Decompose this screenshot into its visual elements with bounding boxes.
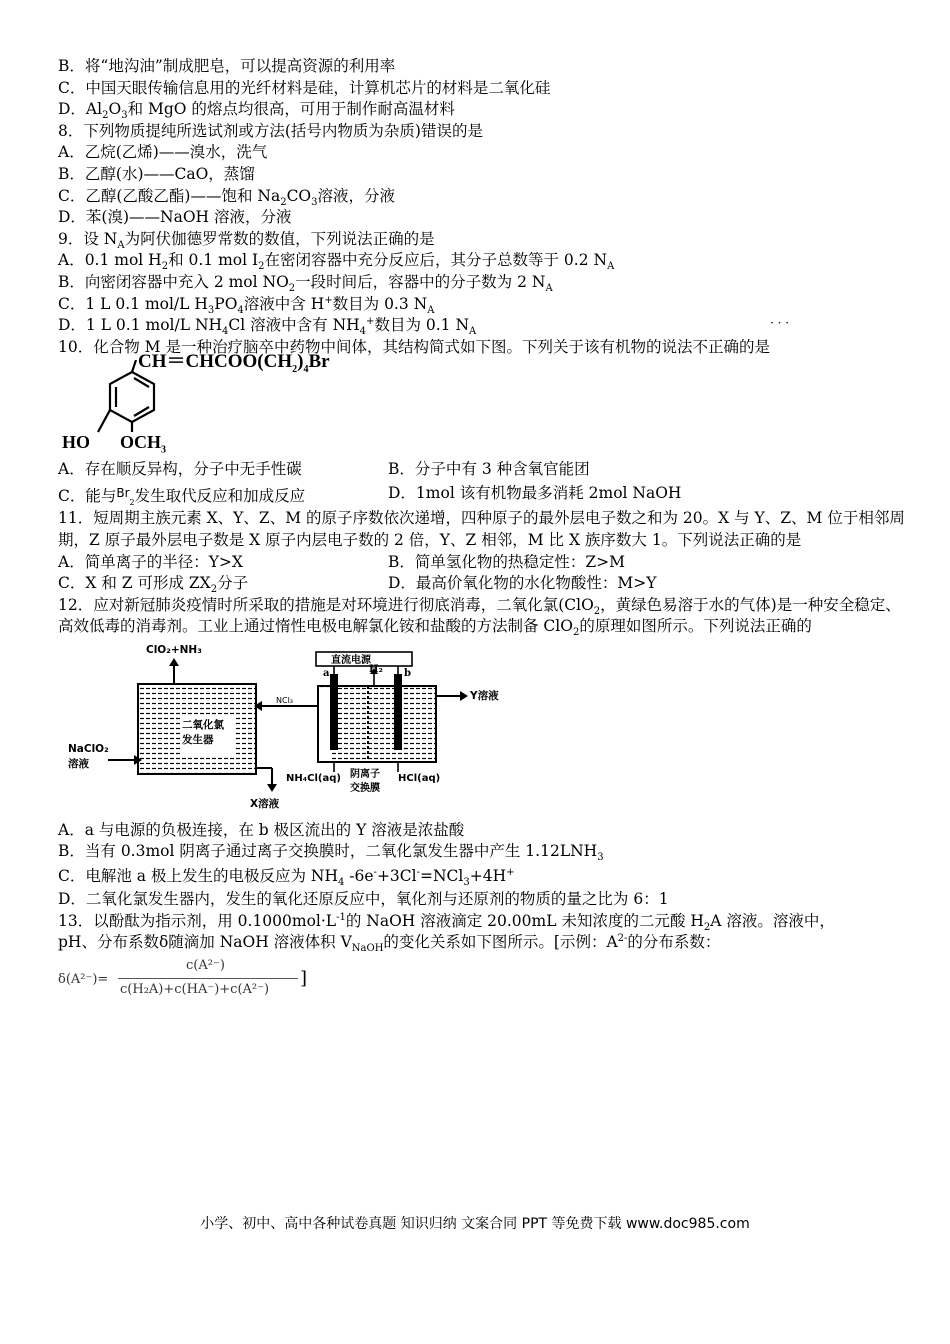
q11-options-row1: [58, 552, 908, 574]
emphasis-dots: · · ·: [770, 316, 790, 331]
diagram-label-generator: 二氧化氯 发生器: [182, 718, 224, 746]
benzene-ring-svg: [58, 360, 318, 455]
q11-stem: 11．短周期主族元素 X、Y、Z、M 的原子序数依次递增，四种原子的最外层电子数之和为 20。X 与 Y、Z、M 位于相邻周期，Z 原子最外层电子数是 X 原子内层电子数的 2 倍，Y、Z 相邻，M 比 X 族序数大 1。下列说法正确的是: [58, 509, 905, 549]
diagram-label-y: Y溶液: [470, 689, 499, 702]
q10-option-c: C．能与$^{Br}_2$发生取代反应和加成反应: [58, 486, 306, 508]
q9-option-b: B．向密闭容器中充入 2 mol $NO_2$一段时间后，容器中的分子数为 2 $N_A$: [58, 272, 553, 295]
q7-option-b: B．将“地沟油”制成肥皂，可以提高资源的利用率: [58, 57, 396, 75]
diagram-label-membrane: 阴离子 交换膜: [350, 768, 380, 794]
q9-option-c: C．1 L 0.1 mol/L $H_3PO_4$溶液中含 H+数目为 0.3 $N_A$: [58, 294, 435, 316]
q9-option-a: A．0.1 mol $H_2$和 0.1 mol $I_2$在密闭容器中充分反应后，其分子总数等于 0.2 $N_A$: [58, 251, 615, 273]
q8-stem: 8．下列物质提纯所选试剂或方法(括号内物质为杂质)错误的是: [58, 121, 483, 140]
q8-option-d: D．苯(溴)——NaOH 溶液，分液: [58, 208, 292, 227]
diagram-label-top: ClO₂+NH₃: [146, 643, 202, 656]
diagram-label-nh4cl: NH₄Cl(aq): [286, 772, 341, 784]
side-chain-label: $CH=CHCOO(CH_2)_4Br$: [138, 351, 330, 376]
q8-option-b: B．乙醇(水)——CaO，蒸馏: [58, 164, 255, 183]
q13-stem-line1: 13．以酚酞为指示剂，用 $0.1000mol\cdot L^{-1}$的 NaOH 溶液滴定 20.00mL 未知浓度的二元酸 $H_2A$ 溶液。溶液中，: [58, 911, 835, 933]
q12-option-b: B．当有 0.3mol 阴离子通过离子交换膜时，二氧化氯发生器中产生 $1.12LNH_3$: [58, 842, 604, 864]
formula-close-bracket: ]: [300, 967, 308, 989]
q12-option-a: A．a 与电源的负极连接，在 b 极区流出的 Y 溶液是浓盐酸: [58, 820, 465, 839]
structure-formula: [58, 351, 908, 456]
electrolysis-diagram: [58, 643, 908, 814]
formula-fraction-bar: [118, 978, 298, 979]
diagram-label-power: 直流电源: [331, 654, 371, 666]
diagram-label-h2: H₂: [369, 663, 383, 675]
diagram-label-naclo2: NaClO₂ 溶液: [68, 742, 109, 770]
diagram-label-a: a: [323, 667, 330, 679]
q8-option-a: A．乙烷(乙烯)——溴水，洗气: [58, 143, 268, 162]
q12-stem: 12．应对新冠肺炎疫情时所采取的措施是对环境进行彻底消毒，二氧化氯(ClO$_2$，黄绿色易溶于水的气体)是一种安全稳定、高效低毒的消毒剂。工业上通过惰性电极电解氯化铵和盐酸的方法制备 ClO$_2$的原理如图所示。下列说法正确的: [58, 595, 901, 639]
q8-option-c: C．乙醇(乙酸乙酯)——饱和 $Na_2CO_3$溶液，分液: [58, 186, 396, 208]
q10-stem: 10．化合物 M 是一种治疗脑卒中药物中间体，其结构简式如下图。下列关于该有机物的说法不正确的是: [58, 337, 770, 356]
ho-label: HO: [62, 432, 91, 453]
och3-label: $OCH_3$: [120, 432, 167, 456]
formula-numerator: c(A²⁻): [186, 957, 225, 973]
diagram-label-x: X溶液: [250, 797, 280, 810]
q10-option-d: D．1mol 该有机物最多消耗 2mol NaOH: [388, 484, 682, 503]
distribution-coefficient-formula: [58, 957, 908, 1004]
q9-option-d: D．1 L 0.1 mol/L $NH_4Cl$ 溶液中含有 $NH_4^+$数目为 0.1 $N_A$ · · ·: [58, 315, 908, 337]
exam-page: [58, 56, 908, 1004]
q12-option-d: D．二氧化氯发生器内，发生的氧化还原反应中，氧化剂与还原剂的物质的量之比为 6：1: [58, 890, 669, 909]
diagram-label-hcl: HCl(aq): [398, 772, 441, 784]
q11-options-row2: [58, 573, 908, 595]
q13-stem-line2: pH、分布系数δ随滴加 NaOH 溶液体积 $V_{NaOH}$的变化关系如下图所示。[示例：$A^{2-}$的分布系数：: [58, 933, 721, 955]
emphasis-text: 不正确: [692, 337, 739, 356]
electrolysis-diagram-svg: [68, 643, 488, 814]
q11-option-a: A．简单离子的半径：Y>X: [58, 552, 243, 571]
diagram-label-ncl3: NCl₃: [276, 695, 293, 705]
q11-option-c: C．X 和 Z 可形成 $ZX_2$分子: [58, 574, 249, 596]
formula-denominator: c(H₂A)+c(HA⁻)+c(A²⁻): [120, 981, 270, 997]
diagram-label-b: b: [404, 667, 411, 679]
q7-option-c: C．中国天眼传输信息用的光纤材料是硅，计算机芯片的材料是二氧化硅: [58, 78, 551, 97]
page-footer: 小学、初中、高中各种试卷真题 知识归纳 文案合同 PPT 等免费下载 www.doc985.com: [200, 1216, 750, 1232]
q10-option-a: A．存在顺反异构，分子中无手性碳: [58, 460, 302, 479]
q10-options-row1: [58, 457, 908, 481]
q12-option-c: C．电解池 a 极上发生的电极反应为 $NH_4$ -6e-+3Cl-=NCl$_3$+4H+: [58, 866, 515, 889]
q7-option-d: D．$Al_2O_3$和 MgO 的熔点均很高，可用于制作耐高温材料: [58, 100, 455, 122]
q10-option-b: B．分子中有 3 种含氧官能团: [388, 460, 590, 479]
q10-options-row2: [58, 481, 908, 508]
q11-option-b: B．简单氢化物的热稳定性：Z>M: [388, 552, 626, 571]
q9-stem: 9．设 $N_A$为阿伏伽德罗常数的数值，下列说法正确的是: [58, 229, 435, 251]
formula-lhs: δ(A²⁻)=: [58, 971, 109, 987]
q11-option-d: D．最高价氧化物的水化物酸性：M>Y: [388, 574, 657, 593]
